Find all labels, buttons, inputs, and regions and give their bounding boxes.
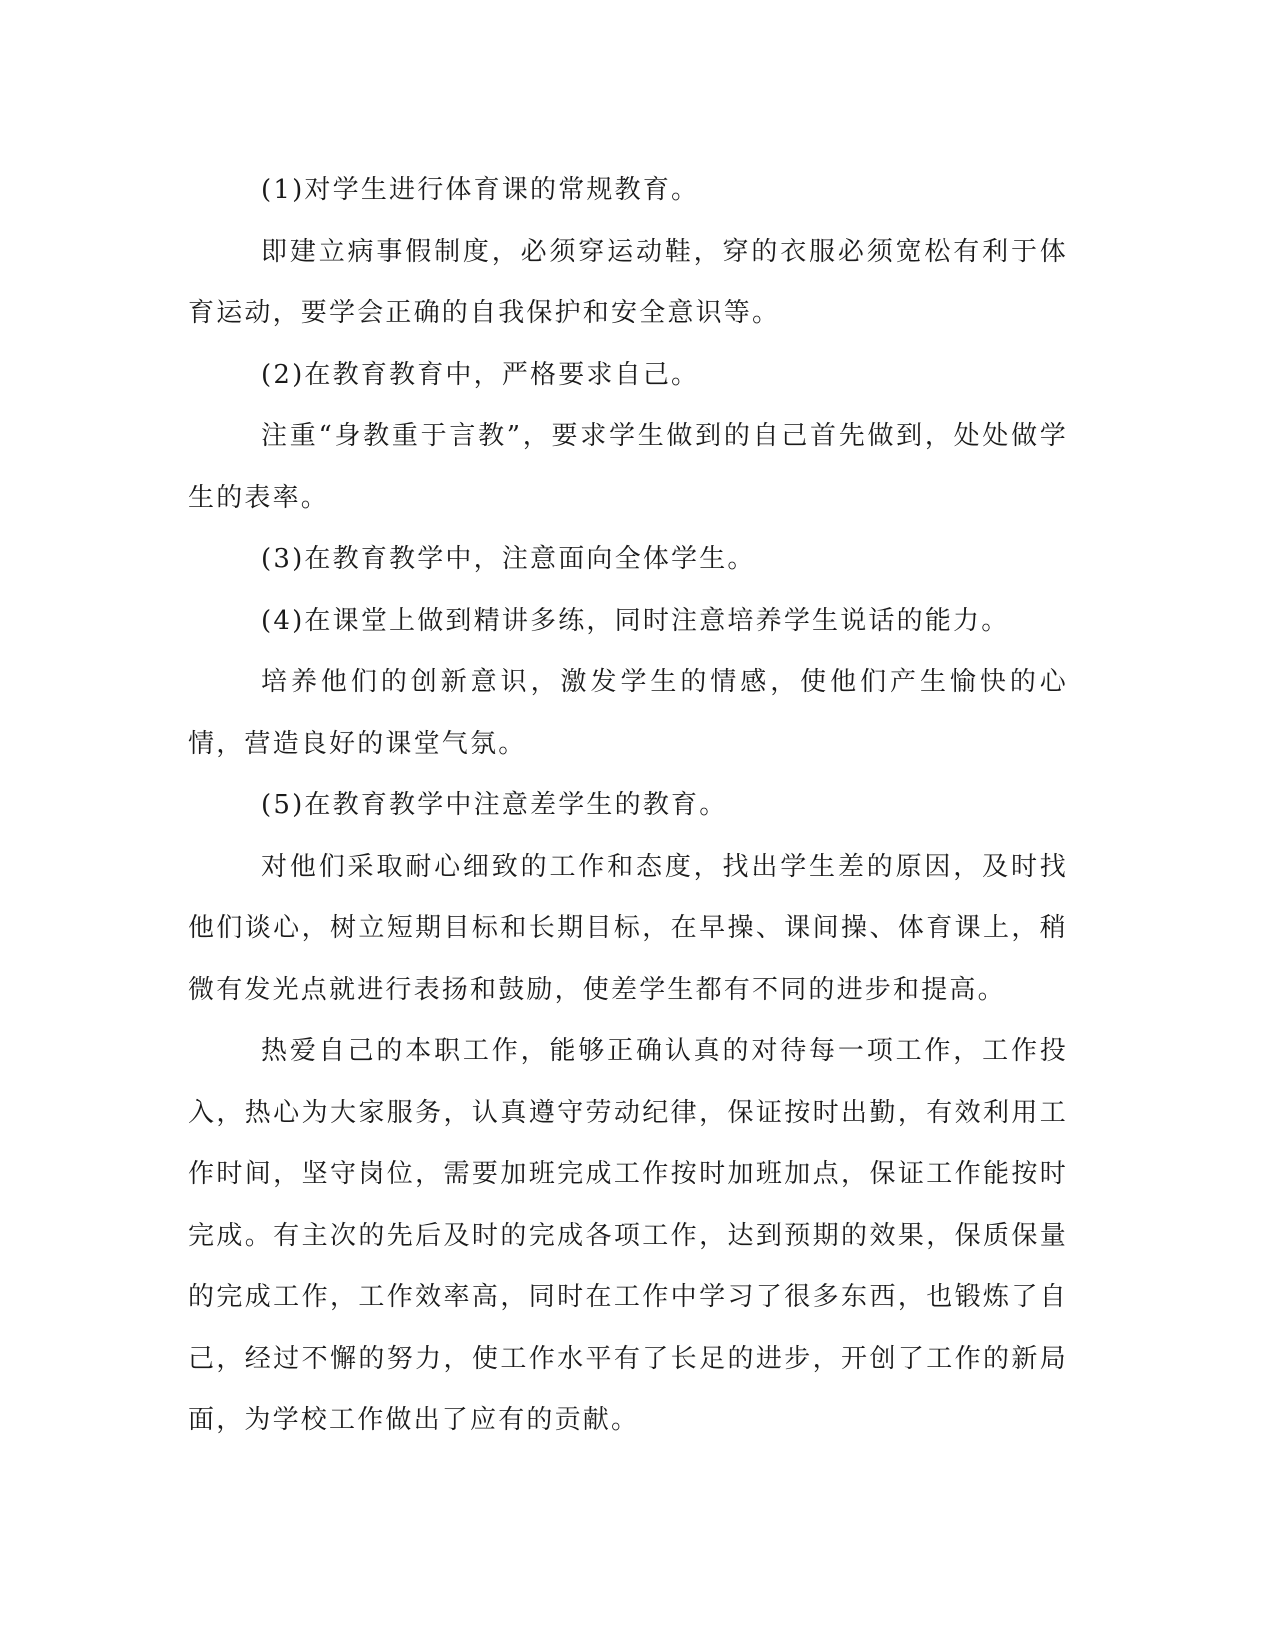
paragraph-6: (4)在课堂上做到精讲多练，同时注意培养学生说话的能力。 <box>261 605 1010 636</box>
paragraph-2: 即建立病事假制度，必须穿运动鞋，穿的衣服必须宽松有利于体育运动，要学会正确的自我保护和安全意识等。 <box>188 236 1068 328</box>
paragraph-10: 热爱自己的本职工作，能够正确认真的对待每一项工作，工作投入，热心为大家服务，认真遵守劳动纪律，保证按时出勤，有效利用工作时间，坚守岗位，需要加班完成工作按时加班加点，保证工作能按时完成。有主次的先后及时的完成各项工作，达到预期的效果，保质保量的完成工作，工作效率高，同时在工作中学习了很多东西，也锻炼了自己，经过不懈的努力，使工作水平有了长足的进步，开创了工作的新局面，为学校工作做出了应有的贡献。 <box>188 1036 1068 1435</box>
paragraph-5: (3)在教育教学中，注意面向全体学生。 <box>261 544 756 574</box>
paragraph-4: 注重“身教重于言教”，要求学生做到的自己首先做到，处处做学生的表率。 <box>188 421 1068 513</box>
paragraph-3: (2)在教育教育中，严格要求自己。 <box>261 359 700 390</box>
paragraph-7: 培养他们的创新意识，激发学生的情感，使他们产生愉快的心情，营造良好的课堂气氛。 <box>188 667 1068 759</box>
document-body <box>188 160 1068 1452</box>
paragraph-8: (5)在教育教学中注意差学生的教育。 <box>261 790 728 820</box>
paragraph-1: (1)对学生进行体育课的常规教育。 <box>261 175 700 205</box>
paragraph-9: 对他们采取耐心细致的工作和态度，找出学生差的原因，及时找他们谈心，树立短期目标和长期目标，在早操、课间操、体育课上，稍微有发光点就进行表扬和鼓励，使差学生都有不同的进步和提高。 <box>188 851 1068 1005</box>
